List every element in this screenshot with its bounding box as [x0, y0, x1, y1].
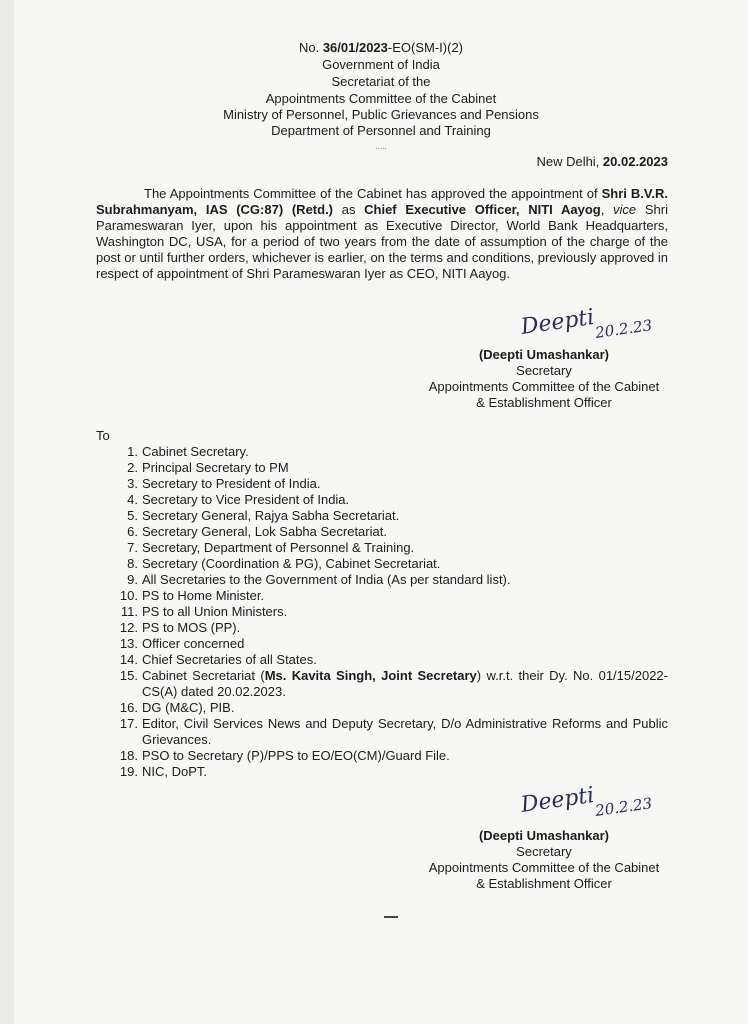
- distribution-item: [96, 540, 668, 556]
- distribution-item: [96, 524, 668, 540]
- distribution-item: [96, 604, 668, 620]
- file-number: No. 36/01/2023-EO(SM-I)(2): [298, 40, 464, 55]
- item-text: Secretary to Vice President of India.: [142, 492, 350, 507]
- distribution-item: [96, 476, 668, 492]
- header-line-2: Secretariat of the: [331, 74, 431, 89]
- item-text: PS to MOS (PP).: [142, 620, 241, 635]
- item-text: Chief Secretaries of all States.: [142, 652, 317, 667]
- header-line-4: Ministry of Personnel, Public Grievances and Pensions: [223, 107, 539, 122]
- signatory-name-2: (Deepti Umashankar): [478, 828, 610, 843]
- signatory-name: (Deepti Umashankar): [478, 347, 610, 362]
- signatory-role-2: & Establishment Officer: [476, 876, 612, 891]
- footer-mark: [384, 916, 398, 918]
- item-text: Officer concerned: [142, 636, 245, 651]
- distribution-item: [96, 668, 668, 700]
- item-number: 18.: [119, 748, 138, 763]
- distribution-item: [96, 620, 668, 636]
- item-number: 5.: [127, 508, 138, 523]
- signatory-title: Secretary: [516, 363, 572, 378]
- item-text: All Secretaries to the Government of India (As per standard list).: [142, 572, 511, 587]
- signatory-title-2: Secretary: [516, 844, 572, 859]
- distribution-item: [96, 652, 668, 668]
- item-text: NIC, DoPT.: [142, 764, 208, 779]
- distribution-item: [96, 492, 668, 508]
- item-number: 9.: [127, 572, 138, 587]
- item-text-bold: Ms. Kavita Singh, Joint Secretary: [264, 668, 477, 683]
- signature-handwriting-2: Deepti: [519, 782, 596, 818]
- handwritten-signature: [504, 298, 674, 348]
- header-line-3: Appointments Committee of the Cabinet: [265, 91, 497, 106]
- item-text: PS to all Union Ministers.: [142, 604, 288, 619]
- item-number: 16.: [119, 700, 138, 715]
- signatory-role: & Establishment Officer: [476, 395, 612, 410]
- item-number: 3.: [127, 476, 138, 491]
- item-text: DG (M&C), PIB.: [142, 700, 235, 715]
- item-text-post: ) w.r.t. their Dy. No. 01/15/2022-CS(A) dated 20.02.2023.: [142, 668, 668, 699]
- item-number: 7.: [127, 540, 138, 555]
- header-line-1: Government of India: [322, 57, 440, 72]
- item-number: 12.: [119, 620, 138, 635]
- distribution-item: [96, 508, 668, 524]
- signatory-office-2: Appointments Committee of the Cabinet: [428, 860, 660, 875]
- item-text: Cabinet Secretary.: [142, 444, 249, 459]
- distribution-item: [96, 748, 668, 764]
- document-page: [14, 0, 748, 1024]
- header-separator: .....: [375, 142, 387, 151]
- distribution-item: [96, 556, 668, 572]
- item-text: Principal Secretary to PM: [142, 460, 289, 475]
- item-number: 4.: [127, 492, 138, 507]
- distribution-item: [96, 572, 668, 588]
- item-number: 15.: [119, 668, 138, 683]
- item-text: Secretary (Coordination & PG), Cabinet Secretariat.: [142, 556, 441, 571]
- distribution-item: [96, 588, 668, 604]
- item-number: 1.: [127, 444, 138, 459]
- item-text: Secretary, Department of Personnel & Training.: [142, 540, 415, 555]
- item-text: Secretary General, Lok Sabha Secretariat.: [142, 524, 387, 539]
- distribution-item: [96, 716, 668, 748]
- item-text: PSO to Secretary (P)/PPS to EO/EO(CM)/Guard File.: [142, 748, 450, 763]
- distribution-list: [96, 444, 668, 780]
- order-paragraph: The Appointments Committee of the Cabinet has approved the appointment of Shri B.V.R. Subrahmanyam, IAS (CG:87) (Retd.) as Chief Executive Officer, NITI Aayog, vice Shri Parameswaran Iyer, upon his appointment as Executive Director, World Bank Headquarters, Washington DC, USA, for a period of two years from the date of assumption of the charge of the post or until further orders, whichever is earlier, on the terms and conditions, previously approved in respect of appointment of Shri Parameswaran Iyer as CEO, NITI Aayog.: [96, 186, 669, 281]
- signature-handwritten-date: 20.2.23: [594, 316, 654, 342]
- signature-handwritten-date-2: 20.2.23: [594, 794, 654, 820]
- item-text: Editor, Civil Services News and Deputy Secretary, D/o Administrative Reforms and Public Grievances.: [142, 716, 668, 747]
- signature-block: [414, 347, 674, 411]
- header-line-5: Department of Personnel and Training: [271, 123, 491, 138]
- item-number: 19.: [119, 764, 138, 779]
- distribution-item: [96, 700, 668, 716]
- item-number: 11.: [120, 604, 138, 619]
- item-number: 14.: [119, 652, 138, 667]
- distribution-item: [96, 460, 668, 476]
- signature-handwriting: Deepti: [519, 304, 596, 340]
- to-label: To: [96, 428, 110, 443]
- distribution-item: [96, 636, 668, 652]
- item-number: 6.: [127, 524, 138, 539]
- item-text-pre: Cabinet Secretariat (: [142, 668, 265, 683]
- issue-date: New Delhi, 20.02.2023: [536, 154, 668, 169]
- distribution-item: [96, 444, 668, 460]
- signature-block-2: [414, 828, 674, 892]
- item-number: 17.: [119, 716, 138, 731]
- handwritten-signature-2: [504, 776, 674, 826]
- item-text: Secretary General, Rajya Sabha Secretariat.: [142, 508, 400, 523]
- item-number: 2.: [127, 460, 138, 475]
- item-number: 10.: [119, 588, 138, 603]
- item-text: PS to Home Minister.: [142, 588, 265, 603]
- item-number: 13.: [119, 636, 138, 651]
- item-number: 8.: [127, 556, 138, 571]
- item-text: Secretary to President of India.: [142, 476, 321, 491]
- signatory-office: Appointments Committee of the Cabinet: [428, 379, 660, 394]
